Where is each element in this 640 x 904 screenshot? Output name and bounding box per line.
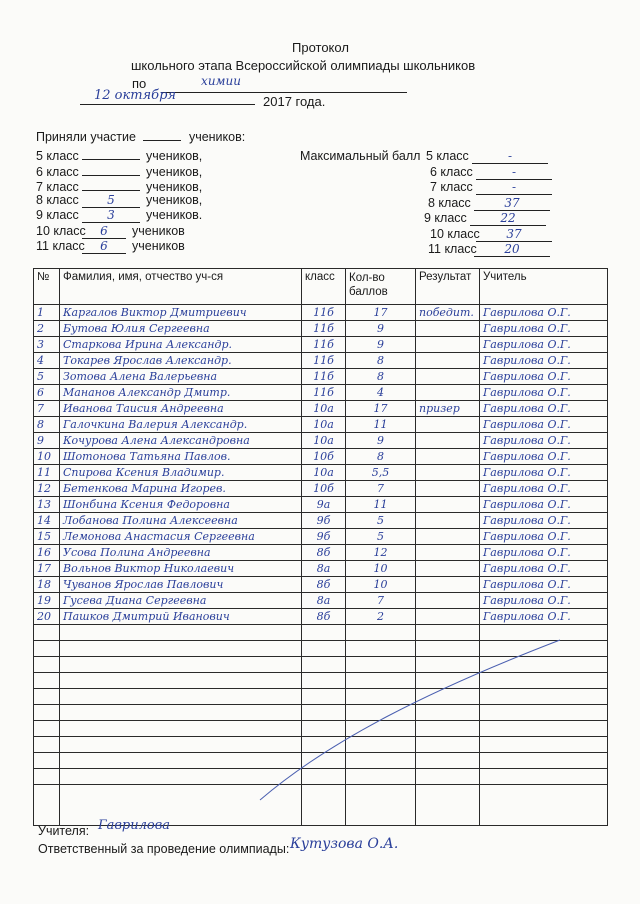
student-score: 8 <box>346 353 416 369</box>
student-name: Спирова Ксения Владимир. <box>60 465 302 481</box>
participants-count: 6 <box>82 225 126 239</box>
empty-cell <box>480 657 608 673</box>
empty-table-row <box>34 705 608 721</box>
max-score-row <box>428 242 550 257</box>
student-class: 11б <box>302 321 346 337</box>
student-class: 11б <box>302 305 346 321</box>
max-score-class-label: 7 класс <box>430 180 473 194</box>
student-name: Вольнов Виктор Николаевич <box>60 561 302 577</box>
col-class-header: класс <box>302 269 346 305</box>
student-score: 9 <box>346 321 416 337</box>
empty-table-row <box>34 721 608 737</box>
student-name: Иванова Таисия Андреевна <box>60 401 302 417</box>
participants-count <box>82 177 140 191</box>
student-result <box>416 577 480 593</box>
participants-suffix: учеников, <box>146 192 203 207</box>
empty-cell <box>346 673 416 689</box>
empty-cell <box>480 785 608 826</box>
student-result <box>416 593 480 609</box>
document-subtitle: школьного этапа Всероссийской олимпиады школьников <box>131 58 476 73</box>
row-number: 16 <box>34 545 60 561</box>
participants-intro-suffix: учеников: <box>188 130 246 144</box>
student-name: Бутова Юлия Сергеевна <box>60 321 302 337</box>
student-result <box>416 609 480 625</box>
student-teacher: Гаврилова О.Г. <box>480 449 608 465</box>
empty-cell <box>416 785 480 826</box>
empty-cell <box>60 721 302 737</box>
student-result <box>416 545 480 561</box>
table-row <box>34 433 608 449</box>
student-class: 11б <box>302 385 346 401</box>
col-teacher-header: Учитель <box>480 269 608 305</box>
participants-suffix: учеников. <box>146 208 203 222</box>
col-result-header: Результат <box>416 269 480 305</box>
max-score-class-label: 8 класс <box>428 195 471 210</box>
max-score-title: Максимальный балл <box>300 149 421 163</box>
empty-cell <box>34 737 60 753</box>
student-score: 5 <box>346 513 416 529</box>
student-result <box>416 465 480 481</box>
participants-suffix: учеников <box>132 223 185 238</box>
student-teacher: Гаврилова О.Г. <box>480 305 608 321</box>
student-result <box>416 417 480 433</box>
student-score: 4 <box>346 385 416 401</box>
participants-class-label: 11 класс <box>36 239 85 253</box>
student-score: 10 <box>346 561 416 577</box>
student-score: 17 <box>346 305 416 321</box>
row-number: 20 <box>34 609 60 625</box>
max-score-class-label: 6 класс <box>430 164 473 179</box>
participants-class-label: 10 класс <box>36 223 86 238</box>
empty-cell <box>302 721 346 737</box>
empty-cell <box>302 769 346 785</box>
student-teacher: Гаврилова О.Г. <box>480 609 608 625</box>
participants-row <box>36 208 202 223</box>
student-class: 8а <box>302 593 346 609</box>
empty-cell <box>34 689 60 705</box>
empty-table-row <box>34 737 608 753</box>
table-row <box>34 337 608 353</box>
empty-cell <box>302 689 346 705</box>
student-result <box>416 433 480 449</box>
student-result <box>416 561 480 577</box>
empty-cell <box>346 721 416 737</box>
row-number: 15 <box>34 529 60 545</box>
max-score-value: - <box>476 166 552 180</box>
empty-cell <box>60 657 302 673</box>
student-score: 8 <box>346 449 416 465</box>
student-class: 8а <box>302 561 346 577</box>
student-name: Зотова Алена Валерьевна <box>60 369 302 385</box>
student-name: Старкова Ирина Александр. <box>60 337 302 353</box>
row-number: 1 <box>34 305 60 321</box>
empty-cell <box>60 753 302 769</box>
participants-count: 6 <box>82 240 126 254</box>
student-class: 8б <box>302 609 346 625</box>
student-class: 10а <box>302 417 346 433</box>
student-result <box>416 337 480 353</box>
participants-row <box>36 193 202 208</box>
student-class: 10б <box>302 449 346 465</box>
participants-class-label: 6 класс <box>36 164 79 179</box>
empty-cell <box>416 721 480 737</box>
student-name: Мананов Александр Дмитр. <box>60 385 302 401</box>
participants-count: 3 <box>82 209 140 223</box>
empty-cell <box>60 785 302 826</box>
student-teacher: Гаврилова О.Г. <box>480 577 608 593</box>
empty-cell <box>346 769 416 785</box>
row-number: 6 <box>34 385 60 401</box>
date-value: 12 октября <box>93 88 177 103</box>
table-row <box>34 449 608 465</box>
empty-cell <box>346 753 416 769</box>
empty-cell <box>302 657 346 673</box>
table-row <box>34 545 608 561</box>
results-table <box>33 268 608 826</box>
empty-cell <box>34 705 60 721</box>
table-row <box>34 305 608 321</box>
max-score-value: 20 <box>474 243 550 257</box>
student-name: Кочурова Алена Александровна <box>60 433 302 449</box>
max-score-value: 37 <box>474 197 550 211</box>
student-teacher: Гаврилова О.Г. <box>480 401 608 417</box>
empty-cell <box>302 737 346 753</box>
participants-intro-prefix: Приняли участие <box>36 130 136 144</box>
student-teacher: Гаврилова О.Г. <box>480 593 608 609</box>
responsible-label: Ответственный за проведение олимпиады: <box>38 842 290 856</box>
participants-suffix: учеников, <box>146 164 203 179</box>
student-teacher: Гаврилова О.Г. <box>480 561 608 577</box>
row-number: 17 <box>34 561 60 577</box>
subject-label: по <box>132 76 147 91</box>
empty-cell <box>60 641 302 657</box>
max-score-value: 37 <box>476 228 552 242</box>
participants-row <box>36 162 202 179</box>
student-result: призер <box>416 401 480 417</box>
student-teacher: Гаврилова О.Г. <box>480 321 608 337</box>
student-class: 10б <box>302 481 346 497</box>
student-class: 11б <box>302 337 346 353</box>
table-row <box>34 465 608 481</box>
student-class: 11б <box>302 369 346 385</box>
empty-cell <box>346 625 416 641</box>
student-result <box>416 385 480 401</box>
empty-cell <box>346 657 416 673</box>
participants-row <box>36 177 202 194</box>
empty-cell <box>302 753 346 769</box>
student-result <box>416 529 480 545</box>
empty-cell <box>416 753 480 769</box>
empty-cell <box>34 657 60 673</box>
empty-table-row <box>34 657 608 673</box>
subject-underline <box>161 92 407 93</box>
student-name: Усова Полина Андреевна <box>60 545 302 561</box>
empty-table-row <box>34 753 608 769</box>
empty-cell <box>302 641 346 657</box>
participants-intro <box>36 130 245 144</box>
student-class: 10а <box>302 401 346 417</box>
student-name: Шонбина Ксения Федоровна <box>60 497 302 513</box>
table-row <box>34 369 608 385</box>
participants-row <box>36 239 185 254</box>
table-row <box>34 497 608 513</box>
empty-cell <box>480 689 608 705</box>
student-result <box>416 513 480 529</box>
empty-cell <box>302 625 346 641</box>
student-class: 10а <box>302 465 346 481</box>
table-row <box>34 401 608 417</box>
student-name: Бетенкова Марина Игорев. <box>60 481 302 497</box>
student-teacher: Гаврилова О.Г. <box>480 465 608 481</box>
empty-cell <box>34 769 60 785</box>
max-score-class-label: 5 класс <box>426 149 469 163</box>
row-number: 4 <box>34 353 60 369</box>
empty-cell <box>60 625 302 641</box>
participants-suffix: учеников <box>132 239 185 253</box>
date-underline <box>80 104 255 105</box>
student-score: 5,5 <box>346 465 416 481</box>
student-result <box>416 481 480 497</box>
empty-cell <box>34 641 60 657</box>
student-name: Шотонова Татьяна Павлов. <box>60 449 302 465</box>
student-class: 8б <box>302 577 346 593</box>
empty-cell <box>346 705 416 721</box>
participants-row <box>36 146 202 163</box>
col-score-header: Кол-во баллов <box>346 269 416 305</box>
table-header-row <box>34 269 608 305</box>
student-score: 10 <box>346 577 416 593</box>
participants-class-label: 9 класс <box>36 208 79 222</box>
row-number: 19 <box>34 593 60 609</box>
empty-cell <box>346 785 416 826</box>
participants-suffix: учеников, <box>146 180 203 194</box>
student-score: 9 <box>346 337 416 353</box>
max-score-value: - <box>472 150 548 164</box>
table-row <box>34 593 608 609</box>
row-number: 3 <box>34 337 60 353</box>
empty-cell <box>416 737 480 753</box>
student-teacher: Гаврилова О.Г. <box>480 529 608 545</box>
empty-cell <box>480 673 608 689</box>
row-number: 18 <box>34 577 60 593</box>
empty-cell <box>346 689 416 705</box>
student-score: 5 <box>346 529 416 545</box>
max-score-class-label: 9 класс <box>424 211 467 225</box>
table-row <box>34 561 608 577</box>
student-name: Лемонова Анастасия Сергеевна <box>60 529 302 545</box>
empty-cell <box>480 625 608 641</box>
student-teacher: Гаврилова О.Г. <box>480 337 608 353</box>
student-teacher: Гаврилова О.Г. <box>480 417 608 433</box>
empty-cell <box>34 721 60 737</box>
teachers-value: Гаврилова <box>98 818 171 833</box>
student-class: 8б <box>302 545 346 561</box>
max-score-row <box>430 165 552 180</box>
row-number: 11 <box>34 465 60 481</box>
empty-cell <box>60 737 302 753</box>
participants-count <box>82 162 140 176</box>
responsible-signature: Кутузова О.А. <box>290 836 399 852</box>
student-class: 11б <box>302 353 346 369</box>
empty-cell <box>416 673 480 689</box>
subject-value: химии <box>201 74 241 88</box>
row-number: 12 <box>34 481 60 497</box>
empty-cell <box>302 705 346 721</box>
empty-cell <box>480 769 608 785</box>
student-teacher: Гаврилова О.Г. <box>480 433 608 449</box>
participants-class-label: 8 класс <box>36 192 79 207</box>
table-row <box>34 481 608 497</box>
empty-cell <box>480 641 608 657</box>
student-score: 8 <box>346 369 416 385</box>
max-score-row <box>428 196 550 211</box>
table-row <box>34 609 608 625</box>
max-score-row <box>424 211 546 226</box>
empty-cell <box>302 673 346 689</box>
student-teacher: Гаврилова О.Г. <box>480 545 608 561</box>
student-score: 7 <box>346 593 416 609</box>
table-row <box>34 417 608 433</box>
empty-cell <box>416 641 480 657</box>
student-name: Токарев Ярослав Александр. <box>60 353 302 369</box>
student-score: 12 <box>346 545 416 561</box>
empty-table-row <box>34 641 608 657</box>
participants-class-label: 7 класс <box>36 180 79 194</box>
student-teacher: Гаврилова О.Г. <box>480 369 608 385</box>
participants-suffix: учеников, <box>146 149 203 163</box>
student-score: 11 <box>346 417 416 433</box>
empty-cell <box>416 705 480 721</box>
student-name: Пашков Дмитрий Иванович <box>60 609 302 625</box>
student-score: 2 <box>346 609 416 625</box>
student-score: 7 <box>346 481 416 497</box>
empty-cell <box>480 753 608 769</box>
empty-cell <box>346 737 416 753</box>
participants-count: 5 <box>82 194 140 208</box>
empty-cell <box>34 625 60 641</box>
empty-cell <box>480 721 608 737</box>
row-number: 8 <box>34 417 60 433</box>
row-number: 7 <box>34 401 60 417</box>
student-score: 11 <box>346 497 416 513</box>
student-result <box>416 321 480 337</box>
participants-row <box>36 224 185 239</box>
row-number: 10 <box>34 449 60 465</box>
empty-cell <box>302 785 346 826</box>
row-number: 5 <box>34 369 60 385</box>
student-score: 9 <box>346 433 416 449</box>
col-number-header: № <box>34 269 60 305</box>
student-result <box>416 497 480 513</box>
student-teacher: Гаврилова О.Г. <box>480 513 608 529</box>
empty-cell <box>416 657 480 673</box>
max-score-row <box>426 149 548 164</box>
empty-table-row <box>34 689 608 705</box>
student-name: Каргалов Виктор Дмитриевич <box>60 305 302 321</box>
table-row <box>34 321 608 337</box>
student-name: Галочкина Валерия Александр. <box>60 417 302 433</box>
student-class: 9б <box>302 529 346 545</box>
max-score-row <box>430 227 552 242</box>
student-teacher: Гаврилова О.Г. <box>480 481 608 497</box>
table-row <box>34 353 608 369</box>
empty-cell <box>480 737 608 753</box>
empty-cell <box>34 753 60 769</box>
student-class: 9б <box>302 513 346 529</box>
year-text: 2017 года. <box>263 94 326 109</box>
student-result <box>416 449 480 465</box>
max-score-class-label: 10 класс <box>430 226 480 241</box>
student-result <box>416 369 480 385</box>
table-row <box>34 385 608 401</box>
participants-count <box>82 146 140 160</box>
table-row <box>34 513 608 529</box>
empty-cell <box>60 705 302 721</box>
empty-table-row <box>34 769 608 785</box>
student-name: Лобанова Полина Алексеевна <box>60 513 302 529</box>
max-score-value: 22 <box>470 212 546 226</box>
empty-cell <box>60 689 302 705</box>
participants-class-label: 5 класс <box>36 149 79 163</box>
document-title: Протокол <box>292 40 349 55</box>
student-class: 9а <box>302 497 346 513</box>
empty-table-row <box>34 625 608 641</box>
row-number: 14 <box>34 513 60 529</box>
table-row <box>34 577 608 593</box>
empty-cell <box>416 689 480 705</box>
row-number: 13 <box>34 497 60 513</box>
max-score-class-label: 11 класс <box>428 242 477 256</box>
max-score-value: - <box>476 181 552 195</box>
student-score: 17 <box>346 401 416 417</box>
empty-cell <box>34 785 60 826</box>
student-teacher: Гаврилова О.Г. <box>480 497 608 513</box>
student-class: 10а <box>302 433 346 449</box>
col-name-header: Фамилия, имя, отчество уч-ся <box>60 269 302 305</box>
student-teacher: Гаврилова О.Г. <box>480 385 608 401</box>
row-number: 9 <box>34 433 60 449</box>
empty-cell <box>416 769 480 785</box>
student-result <box>416 353 480 369</box>
empty-cell <box>346 641 416 657</box>
student-name: Чуванов Ярослав Павлович <box>60 577 302 593</box>
empty-cell <box>416 625 480 641</box>
teachers-label: Учителя: <box>38 824 90 838</box>
empty-cell <box>60 769 302 785</box>
row-number: 2 <box>34 321 60 337</box>
max-score-row <box>430 180 552 195</box>
table-row <box>34 529 608 545</box>
empty-cell <box>480 705 608 721</box>
empty-cell <box>60 673 302 689</box>
empty-table-row <box>34 673 608 689</box>
student-result: победит. <box>416 305 480 321</box>
student-name: Гусева Диана Сергеевна <box>60 593 302 609</box>
student-teacher: Гаврилова О.Г. <box>480 353 608 369</box>
empty-cell <box>34 673 60 689</box>
